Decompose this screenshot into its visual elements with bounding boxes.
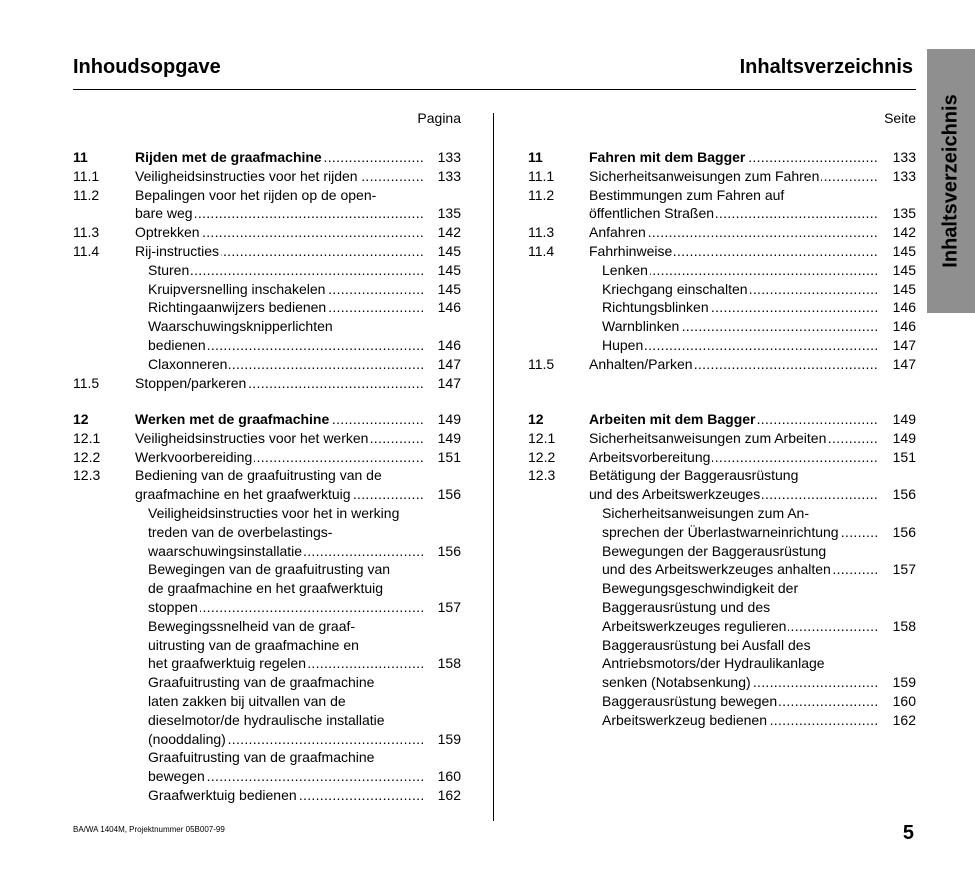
toc-entry-number: 11 bbox=[73, 149, 88, 165]
toc-entry-page: 157 bbox=[892, 561, 916, 578]
toc-entry bbox=[528, 204, 916, 223]
toc-entry-page: 160 bbox=[437, 768, 461, 785]
toc-entry-number: 11 bbox=[528, 149, 543, 165]
toc-entry-title: Werkvoorbereiding bbox=[135, 448, 253, 465]
toc-entry-title: Bediening van de graafuitrusting van de bbox=[135, 467, 382, 484]
toc-entry-number: 12 bbox=[528, 411, 544, 427]
toc-entry-page: 162 bbox=[892, 711, 916, 728]
toc-entry-title-wrap bbox=[148, 692, 423, 711]
toc-entry-number: 11.4 bbox=[73, 242, 100, 259]
toc-entry-page: 146 bbox=[437, 299, 461, 316]
toc-entry-title: Bewegingen van de graafuitrusting van bbox=[148, 561, 391, 578]
toc-entry bbox=[528, 466, 916, 485]
toc-entry-page: 156 bbox=[437, 486, 461, 503]
toc-entry-title: Sicherheitsanweisungen zum Fahren bbox=[589, 167, 820, 184]
toc-entry bbox=[528, 654, 916, 673]
toc-entry-title: Arbeitswerkzeug bedienen bbox=[602, 711, 767, 728]
toc-entry-page: 149 bbox=[437, 411, 461, 427]
toc-entry-title-wrap bbox=[148, 542, 423, 561]
toc-entry-title-wrap bbox=[589, 223, 878, 242]
toc-entry-title: Kruipversnelling inschakelen bbox=[148, 280, 326, 297]
toc-entry bbox=[528, 542, 916, 561]
toc-entry bbox=[73, 636, 461, 655]
toc-entry-title: Antriebsmotors/der Hydraulikanlage bbox=[602, 655, 825, 672]
toc-entry-title-wrap bbox=[148, 654, 423, 673]
toc-entry-title-wrap bbox=[589, 167, 878, 186]
toc-entry-title: Lenken bbox=[602, 261, 648, 278]
toc-entry-page: 142 bbox=[437, 224, 461, 241]
column-divider bbox=[493, 113, 494, 821]
toc-entry-page: 146 bbox=[892, 299, 916, 316]
side-tab bbox=[927, 49, 975, 313]
toc-entry bbox=[73, 336, 461, 355]
toc-entry-title: (nooddaling) bbox=[148, 730, 226, 747]
toc-entry-title: Waarschuwingsknipperlichten bbox=[148, 318, 333, 335]
toc-entry bbox=[73, 579, 461, 598]
toc-entry-title-wrap bbox=[589, 186, 878, 205]
toc-entry-title-wrap bbox=[589, 204, 878, 223]
page-title-dutch: Inhoudsopgave bbox=[73, 56, 221, 78]
toc-entry-title-wrap bbox=[148, 673, 423, 692]
toc-entry bbox=[73, 617, 461, 636]
toc-entry-title: Richtingaanwijzers bedienen bbox=[148, 299, 327, 316]
toc-entry-title: Claxonneren bbox=[148, 355, 228, 372]
toc-entry-number: 12 bbox=[73, 411, 89, 427]
toc-entry-number: 12.2 bbox=[528, 448, 556, 465]
toc-entry-page: 156 bbox=[892, 486, 916, 503]
toc-entry-page: 133 bbox=[892, 149, 916, 165]
toc-entry-title-wrap bbox=[148, 598, 423, 617]
toc-entry-title-wrap bbox=[602, 711, 878, 730]
toc-entry-title-wrap bbox=[602, 317, 878, 336]
toc-entry-title-wrap bbox=[135, 485, 423, 504]
toc-entry-page: 158 bbox=[892, 617, 916, 634]
toc-entry-page: 162 bbox=[437, 786, 461, 803]
toc-entry-title: Bewegungen der Baggerausrüstung bbox=[602, 542, 827, 559]
toc-section-12-german bbox=[528, 410, 916, 730]
header-rule bbox=[73, 89, 916, 90]
toc-entry-title-wrap bbox=[148, 767, 423, 786]
toc-entry-title: bewegen bbox=[148, 768, 205, 785]
toc-entry-title: Betätigung der Baggerausrüstung bbox=[589, 467, 799, 484]
toc-entry-page: 146 bbox=[437, 336, 461, 353]
toc-entry-title: uitrusting van de graafmachine en bbox=[148, 636, 359, 653]
toc-entry-title: Warnblinken bbox=[602, 318, 680, 335]
toc-entry-title-wrap bbox=[135, 223, 423, 242]
toc-entry-title-wrap bbox=[602, 542, 878, 561]
toc-entry-title-wrap bbox=[589, 448, 878, 467]
toc-entry bbox=[73, 711, 461, 730]
toc-entry-number: 11.3 bbox=[73, 224, 100, 241]
toc-entry-title: Arbeitsvorbereitung bbox=[589, 448, 711, 465]
toc-entry-title: Baggerausrüstung bewegen bbox=[602, 692, 778, 709]
side-tab-label: Inhaltsverzeichnis bbox=[939, 94, 962, 268]
toc-entry bbox=[73, 786, 461, 805]
toc-entry-title-wrap bbox=[135, 429, 423, 448]
toc-entry-page: 147 bbox=[437, 355, 461, 372]
toc-entry-title-wrap bbox=[135, 466, 423, 485]
toc-entry bbox=[528, 429, 916, 448]
toc-entry-title: stoppen bbox=[148, 598, 198, 615]
toc-entry-number: 11.1 bbox=[528, 167, 555, 184]
toc-entry bbox=[528, 148, 916, 167]
toc-entry bbox=[528, 280, 916, 299]
toc-entry bbox=[528, 636, 916, 655]
toc-entry bbox=[73, 280, 461, 299]
toc-entry-title: Veiligheidsinstructies voor het werken bbox=[135, 429, 369, 446]
toc-entry-page: 149 bbox=[437, 429, 461, 446]
toc-entry bbox=[528, 692, 916, 711]
toc-entry-title-wrap bbox=[135, 204, 423, 223]
toc-entry-title-wrap bbox=[602, 504, 878, 523]
toc-entry bbox=[73, 355, 461, 374]
toc-entry-page: 159 bbox=[437, 730, 461, 747]
toc-entry-title: und des Arbeitswerkzeuges bbox=[589, 486, 761, 503]
toc-entry-title-wrap bbox=[602, 654, 878, 673]
toc-entry-page: 133 bbox=[892, 167, 916, 184]
toc-entry-title-wrap bbox=[589, 410, 878, 429]
toc-entry bbox=[528, 579, 916, 598]
toc-entry bbox=[73, 261, 461, 280]
toc-entry bbox=[73, 560, 461, 579]
toc-entry bbox=[528, 410, 916, 429]
toc-entry-title-wrap bbox=[589, 466, 878, 485]
toc-entry-title: Werken met de graafmachine bbox=[135, 411, 330, 427]
toc-entry-title: Kriechgang einschalten bbox=[602, 280, 748, 297]
toc-entry-title: Bewegungsgeschwindigkeit der bbox=[602, 580, 799, 597]
toc-entry bbox=[73, 317, 461, 336]
toc-entry bbox=[73, 598, 461, 617]
toc-entry bbox=[528, 167, 916, 186]
toc-entry-number: 12.1 bbox=[528, 429, 556, 446]
toc-entry-page: 145 bbox=[437, 242, 461, 259]
toc-entry-number: 12.3 bbox=[73, 467, 101, 484]
toc-entry-page: 147 bbox=[892, 355, 916, 372]
toc-entry-page: 158 bbox=[437, 655, 461, 672]
toc-entry-number: 11.2 bbox=[528, 186, 555, 203]
toc-entry bbox=[528, 598, 916, 617]
toc-entry-title-wrap bbox=[602, 617, 878, 636]
toc-entry-title: Richtungsblinken bbox=[602, 299, 709, 316]
toc-entry bbox=[528, 317, 916, 336]
toc-entry-title-wrap bbox=[148, 617, 423, 636]
toc-entry-title-wrap bbox=[135, 242, 423, 261]
toc-entry bbox=[528, 261, 916, 280]
column-label-seite: Seite bbox=[884, 110, 916, 126]
toc-entry-page: 160 bbox=[892, 692, 916, 709]
toc-entry-title-wrap bbox=[148, 317, 423, 336]
footer-doc-reference: BA/WA 1404M, Projektnummer 05B007-99 bbox=[73, 825, 225, 834]
toc-entry-title-wrap bbox=[602, 636, 878, 655]
toc-entry-title-wrap bbox=[148, 579, 423, 598]
toc-entry-title: bare weg bbox=[135, 205, 193, 222]
toc-entry bbox=[528, 504, 916, 523]
toc-entry-page: 146 bbox=[892, 318, 916, 335]
toc-entry bbox=[73, 242, 461, 261]
toc-entry bbox=[73, 673, 461, 692]
toc-entry bbox=[73, 167, 461, 186]
toc-entry-title: Baggerausrüstung und des bbox=[602, 598, 771, 615]
toc-entry-page: 156 bbox=[892, 523, 916, 540]
toc-entry bbox=[73, 204, 461, 223]
toc-entry bbox=[73, 298, 461, 317]
toc-entry-title: Sturen bbox=[148, 261, 190, 278]
toc-entry-title-wrap bbox=[135, 410, 423, 429]
toc-entry-title-wrap bbox=[589, 485, 878, 504]
toc-entry bbox=[73, 654, 461, 673]
toc-entry-title: Bestimmungen zum Fahren auf bbox=[589, 186, 785, 203]
toc-entry-title: Baggerausrüstung bei Ausfall des bbox=[602, 636, 811, 653]
toc-entry-number: 11.4 bbox=[528, 242, 555, 259]
toc-entry-number: 11.3 bbox=[528, 224, 555, 241]
toc-entry-title-wrap bbox=[148, 748, 423, 767]
page-number: 5 bbox=[902, 822, 914, 844]
toc-entry-title-wrap bbox=[589, 242, 878, 261]
toc-entry-page: 149 bbox=[892, 411, 916, 427]
toc-entry bbox=[528, 711, 916, 730]
toc-entry-page: 145 bbox=[892, 280, 916, 297]
toc-entry-title: Optrekken bbox=[135, 224, 200, 241]
toc-entry-page: 133 bbox=[437, 149, 461, 165]
toc-entry-page: 157 bbox=[437, 598, 461, 615]
toc-entry-page: 142 bbox=[892, 224, 916, 241]
toc-entry bbox=[73, 767, 461, 786]
toc-entry bbox=[528, 223, 916, 242]
toc-entry-title: Arbeiten mit dem Bagger bbox=[589, 411, 756, 427]
toc-entry-page: 156 bbox=[437, 542, 461, 559]
toc-entry bbox=[73, 148, 461, 167]
toc-entry bbox=[528, 523, 916, 542]
toc-entry-title: Graafuitrusting van de graafmachine bbox=[148, 749, 375, 766]
toc-entry bbox=[528, 448, 916, 467]
toc-entry-title: Bepalingen voor het rijden op de open- bbox=[135, 186, 377, 203]
toc-entry-number: 12.1 bbox=[73, 429, 101, 446]
toc-entry-title: de graafmachine en het graafwerktuig bbox=[148, 580, 384, 597]
toc-entry-title: senken (Notabsenkung) bbox=[602, 674, 751, 691]
toc-entry-title: Veiligheidsinstructies voor het in werking bbox=[148, 504, 400, 521]
toc-entry-title: laten zakken bij uitvallen van de bbox=[148, 692, 346, 709]
toc-entry-number: 11.2 bbox=[73, 186, 100, 203]
toc-entry-title: Graafwerktuig bedienen bbox=[148, 786, 297, 803]
toc-entry-title: Anhalten/Parken bbox=[589, 355, 693, 372]
toc-entry bbox=[73, 504, 461, 523]
toc-entry bbox=[528, 355, 916, 374]
toc-entry-title: waarschuwingsinstallatie bbox=[148, 542, 303, 559]
toc-entry-page: 147 bbox=[892, 336, 916, 353]
toc-entry-title: graafmachine en het graafwerktuig bbox=[135, 486, 351, 503]
toc-entry bbox=[73, 410, 461, 429]
toc-entry bbox=[528, 186, 916, 205]
toc-entry bbox=[528, 298, 916, 317]
toc-entry bbox=[73, 186, 461, 205]
toc-entry bbox=[73, 730, 461, 749]
toc-entry-title: Hupen bbox=[602, 336, 644, 353]
toc-entry-title: Sicherheitsanweisungen zum An- bbox=[602, 504, 810, 521]
toc-entry bbox=[73, 748, 461, 767]
toc-entry-number: 12.3 bbox=[528, 467, 556, 484]
toc-entry bbox=[528, 485, 916, 504]
toc-entry-page: 145 bbox=[437, 261, 461, 278]
toc-entry-title: het graafwerktuig regelen bbox=[148, 655, 306, 672]
toc-entry-page: 145 bbox=[437, 280, 461, 297]
toc-entry bbox=[73, 466, 461, 485]
toc-entry-page: 151 bbox=[892, 448, 916, 465]
toc-entry-title-wrap bbox=[148, 560, 423, 579]
toc-entry-title-wrap bbox=[589, 355, 878, 374]
toc-entry-title-wrap bbox=[602, 560, 878, 579]
toc-entry bbox=[528, 336, 916, 355]
toc-entry-title-wrap bbox=[589, 429, 878, 448]
toc-entry-number: 11.5 bbox=[73, 374, 100, 391]
toc-entry-title-wrap bbox=[602, 523, 878, 542]
toc-entry-title: Anfahren bbox=[589, 224, 646, 241]
toc-entry-title-wrap bbox=[148, 504, 423, 523]
toc-entry-title: bedienen bbox=[148, 336, 206, 353]
toc-entry-page: 149 bbox=[892, 429, 916, 446]
toc-entry-page: 159 bbox=[892, 674, 916, 691]
toc-entry-title-wrap bbox=[602, 280, 878, 299]
toc-entry-title-wrap bbox=[602, 673, 878, 692]
toc-entry bbox=[73, 485, 461, 504]
toc-entry-number: 12.2 bbox=[73, 448, 101, 465]
toc-entry-number: 11.1 bbox=[73, 167, 100, 184]
toc-entry-title-wrap bbox=[602, 336, 878, 355]
toc-entry-title: Bewegingssnelheid van de graaf- bbox=[148, 617, 356, 634]
toc-entry bbox=[73, 374, 461, 393]
toc-entry bbox=[528, 673, 916, 692]
toc-entry-title: sprechen der Überlastwarneinrichtung bbox=[602, 523, 839, 540]
toc-entry-title-wrap bbox=[148, 730, 423, 749]
toc-entry-title-wrap bbox=[148, 261, 423, 280]
toc-entry bbox=[528, 560, 916, 579]
toc-entry-page: 133 bbox=[437, 167, 461, 184]
toc-entry-title: Sicherheitsanweisungen zum Arbeiten bbox=[589, 429, 827, 446]
toc-entry-title: Graafuitrusting van de graafmachine bbox=[148, 674, 375, 691]
toc-entry-title-wrap bbox=[602, 598, 878, 617]
toc-entry-page: 135 bbox=[437, 205, 461, 222]
toc-entry-title-wrap bbox=[135, 148, 423, 167]
toc-entry-title: und des Arbeitswerkzeuges anhalten bbox=[602, 561, 831, 578]
toc-entry bbox=[73, 523, 461, 542]
toc-entry bbox=[528, 617, 916, 636]
toc-entry-page: 145 bbox=[892, 242, 916, 259]
toc-entry-title: Arbeitswerkzeuges regulieren bbox=[602, 617, 787, 634]
toc-section-12-dutch bbox=[73, 410, 461, 805]
toc-entry-title-wrap bbox=[148, 636, 423, 655]
toc-entry bbox=[73, 692, 461, 711]
toc-entry-title-wrap bbox=[148, 298, 423, 317]
toc-entry-title-wrap bbox=[135, 167, 423, 186]
toc-entry-title: Veiligheidsinstructies voor het rijden bbox=[135, 167, 358, 184]
toc-entry-title: Rij-instructies bbox=[135, 242, 220, 259]
toc-entry bbox=[73, 542, 461, 561]
toc-entry-title: öffentlichen Straßen bbox=[589, 205, 715, 222]
toc-entry bbox=[73, 429, 461, 448]
toc-entry-title-wrap bbox=[148, 280, 423, 299]
toc-entry-title-wrap bbox=[135, 186, 423, 205]
toc-entry bbox=[73, 448, 461, 467]
toc-entry-title-wrap bbox=[148, 523, 423, 542]
toc-entry-title: Rijden met de graafmachine bbox=[135, 149, 322, 165]
toc-entry-page: 145 bbox=[892, 261, 916, 278]
toc-entry-page: 135 bbox=[892, 205, 916, 222]
toc-entry-title: Stoppen/parkeren bbox=[135, 374, 247, 391]
toc-entry-title: treden van de overbelastings- bbox=[148, 523, 333, 540]
toc-entry-title-wrap bbox=[148, 711, 423, 730]
toc-entry-page: 151 bbox=[437, 448, 461, 465]
toc-entry-title-wrap bbox=[602, 579, 878, 598]
toc-entry-title-wrap bbox=[148, 786, 423, 805]
toc-entry-title-wrap bbox=[148, 355, 423, 374]
column-label-pagina: Pagina bbox=[417, 110, 461, 126]
toc-entry bbox=[528, 242, 916, 261]
toc-entry-title: Fahren mit dem Bagger bbox=[589, 149, 746, 165]
toc-section-11-german bbox=[528, 148, 916, 374]
toc-entry-title: dieselmotor/de hydraulische installatie bbox=[148, 711, 385, 728]
toc-entry-number: 11.5 bbox=[528, 355, 555, 372]
toc-entry-title-wrap bbox=[135, 448, 423, 467]
toc-entry-title-wrap bbox=[602, 298, 878, 317]
toc-section-11-dutch bbox=[73, 148, 461, 392]
toc-entry bbox=[73, 223, 461, 242]
toc-entry-title-wrap bbox=[602, 261, 878, 280]
toc-entry-title: Fahrhinweise bbox=[589, 242, 673, 259]
page-title-german: Inhaltsverzeichnis bbox=[739, 56, 913, 78]
toc-entry-title-wrap bbox=[135, 374, 423, 393]
toc-entry-page: 147 bbox=[437, 374, 461, 391]
toc-entry-title-wrap bbox=[589, 148, 878, 167]
toc-entry-title-wrap bbox=[148, 336, 423, 355]
toc-entry-title-wrap bbox=[602, 692, 878, 711]
